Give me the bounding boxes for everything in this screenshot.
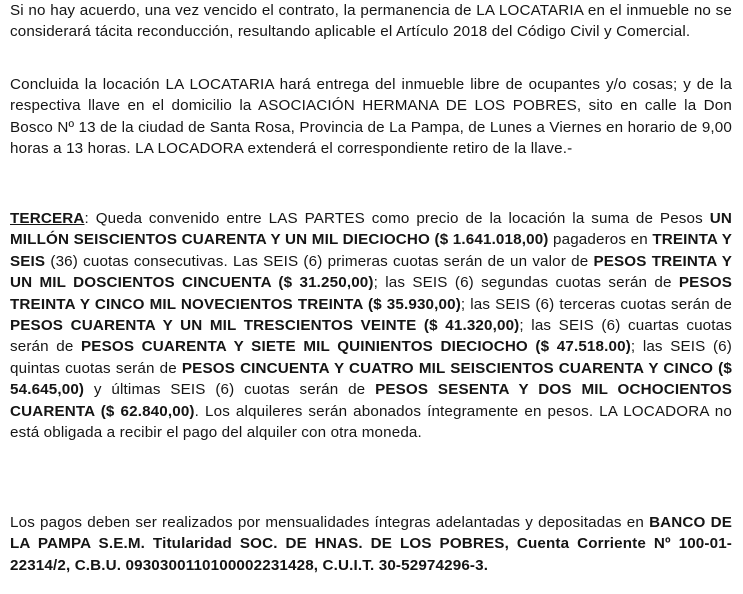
- clause-text: ; las SEIS (6) cuartas cuotas serán de: [10, 317, 732, 356]
- installment-amount-4: PESOS CUARENTA Y SIETE MIL QUINIENTOS DIECIOCHO ($ 47.518.00): [81, 338, 631, 356]
- clause-text: . Los alquileres serán abonados íntegramente en pesos. LA LOCADORA no está obligada a recibir el pago del alquiler con otra moneda.: [10, 402, 732, 442]
- clause-tercera: [10, 208, 732, 443]
- total-price: UN MILLÓN SEISCIENTOS CUARENTA Y UN MIL DIECIOCHO ($ 1.641.018,00): [10, 210, 732, 249]
- installment-amount-6: PESOS SESENTA Y DOS MIL OCHOCIENTOS CUARENTA ($ 62.840,00): [10, 381, 732, 420]
- clause-text: : Queda convenido entre LAS PARTES como precio de la locación la suma de Pesos: [84, 210, 710, 227]
- paragraph-text: Si no hay acuerdo, una vez vencido el contrato, la permanencia de LA LOCATARIA en el inmueble no se considerará tácita reconducción, resultando aplicable el Artículo 2018 del Código Civil y Comercial.: [10, 2, 732, 41]
- clause-heading: TERCERA: [10, 210, 85, 227]
- clause-text: (36) cuotas consecutivas. Las SEIS (6) primeras cuotas serán de un valor de: [45, 252, 594, 270]
- clause-text: ; las SEIS (6) quintas cuotas serán de: [10, 338, 732, 377]
- installment-count: TREINTA Y SEIS: [10, 231, 732, 270]
- clause-text: y últimas SEIS (6) cuotas serán de: [84, 381, 376, 399]
- clause-text: ; las SEIS (6) segundas cuotas serán de: [373, 274, 679, 292]
- bank-account-details: BANCO DE LA PAMPA S.E.M. Titularidad SOC. DE HNAS. DE LOS POBRES, Cuenta Corriente Nº 100-01-22314/2, C.B.U. 0930300110100002231428, C.U.I.T. 30-52974296-3.: [10, 514, 732, 574]
- installment-amount-3: PESOS CUARENTA Y UN MIL TRESCIENTOS VEINTE ($ 41.320,00): [10, 317, 520, 335]
- paragraph-text: Los pagos deben ser realizados por mensualidades íntegras adelantadas y depositadas en: [10, 514, 650, 531]
- clause-text: pagaderos en: [548, 231, 653, 249]
- clause-text: ; las SEIS (6) terceras cuotas serán de: [460, 295, 732, 313]
- installment-amount-5: PESOS CINCUENTA Y CUATRO MIL SEISCIENTOS CUARENTA Y CINCO ($ 54.645,00): [10, 359, 732, 399]
- paragraph-key-return: [10, 74, 732, 160]
- paragraph-tacit-renewal: [10, 0, 732, 43]
- installment-amount-2: PESOS TREINTA Y CINCO MIL NOVECIENTOS TREINTA ($ 35.930,00): [10, 274, 732, 313]
- paragraph-text: Concluida la locación LA LOCATARIA hará entrega del inmueble libre de ocupantes y/o cosas; y de la respectiva llave en el domicilio la ASOCIACIÓN HERMANA DE LOS POBRES, sito en calle la Don Bosco Nº 13 de la ciudad de Santa Rosa, Provincia de La Pampa, de Lunes a Viernes en horario de 9,00 horas a 13 horas. LA LOCADORA extenderá el correspondiente retiro de la llave.-: [10, 76, 732, 158]
- paragraph-payment-details: [10, 512, 732, 576]
- installment-amount-1: PESOS TREINTA Y UN MIL DOSCIENTOS CINCUENTA ($ 31.250,00): [10, 252, 733, 292]
